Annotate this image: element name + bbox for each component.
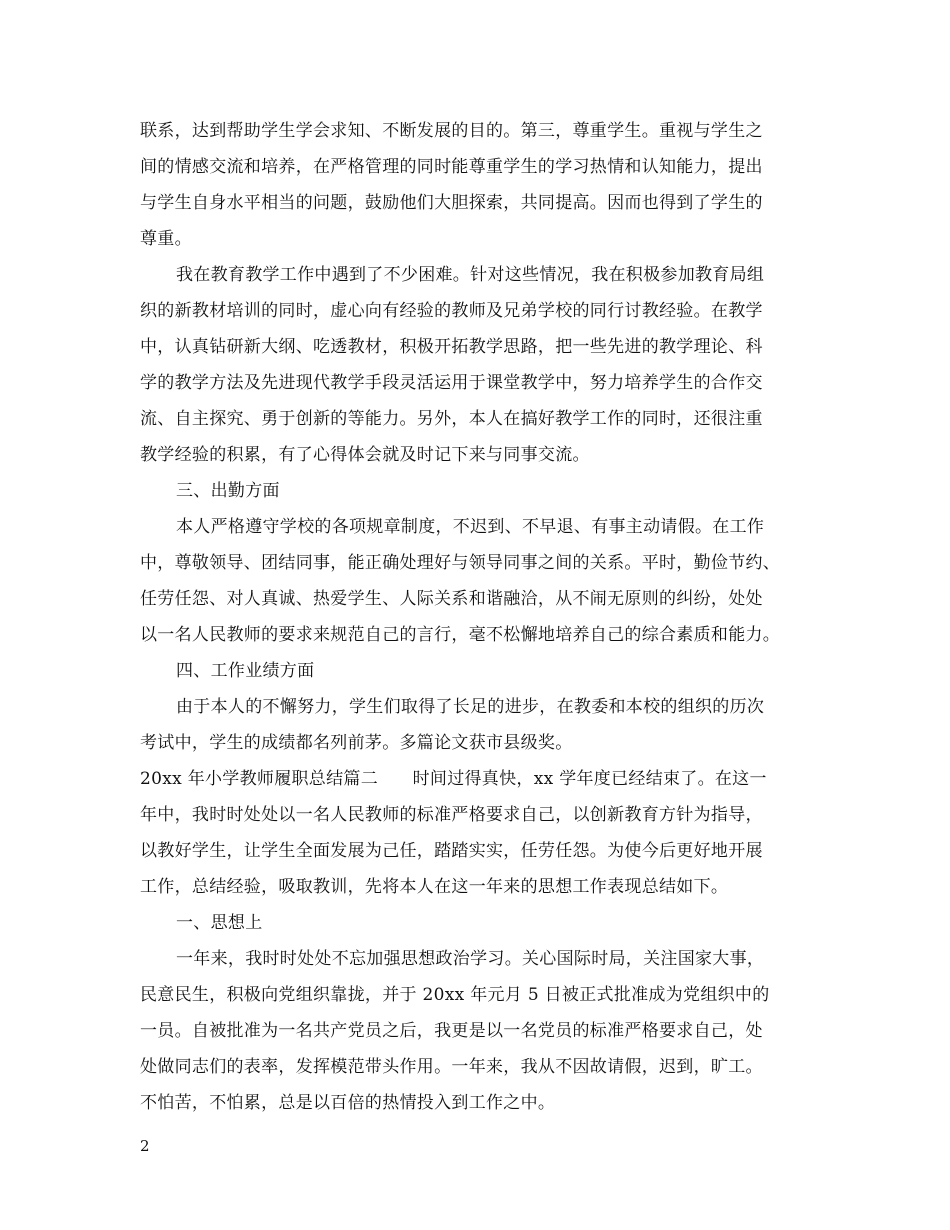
text-line: 尊重。 bbox=[140, 229, 192, 249]
text-line: 联系，达到帮助学生学会求知、不断发展的目的。第三，尊重学生。重视与学生之 bbox=[140, 121, 763, 141]
body-text bbox=[140, 113, 830, 1121]
text-line: 处做同志们的表率，发挥模范带头作用。一年来，我从不因故请假，迟到，旷工。 bbox=[140, 1057, 763, 1077]
text-line: 间的情感交流和培养，在严格管理的同时能尊重学生的学习热情和认知能力，提出 bbox=[140, 157, 763, 177]
text-line: 以教好学生，让学生全面发展为己任，踏踏实实，任劳任怨。为使今后更好地开展 bbox=[140, 841, 763, 861]
text-line: 任劳任怨、对人真诚、热爱学生、人际关系和谐融洽，从不闹无原则的纠纷，处处 bbox=[140, 589, 763, 609]
text-line: 年中，我时时处处以一名人民教师的标准严格要求自己，以创新教育方针为指导， bbox=[140, 805, 763, 825]
text-line: 我在教育教学工作中遇到了不少困难。针对这些情况，我在积极参加教育局组 bbox=[176, 265, 765, 285]
text-line: 学的教学方法及先进现代教学手段灵活运用于课堂教学中，努力培养学生的合作交 bbox=[140, 373, 763, 393]
text-line: 与学生自身水平相当的问题，鼓励他们大胆探索，共同提高。因而也得到了学生的 bbox=[140, 193, 763, 213]
text-line: 中，认真钻研新大纲、吃透教材，积极开拓教学思路，把一些先进的教学理论、科 bbox=[140, 337, 763, 357]
text-line: 织的新教材培训的同时，虚心向有经验的教师及兄弟学校的同行讨教经验。在教学 bbox=[140, 301, 763, 321]
page-number: 2 bbox=[140, 1137, 150, 1155]
text-line: 一、思想上 bbox=[176, 913, 263, 933]
text-line: 本人严格遵守学校的各项规章制度，不迟到、不早退、有事主动请假。在工作 bbox=[176, 517, 765, 537]
text-line: 四、工作业绩方面 bbox=[176, 661, 315, 681]
text-line: 20xx 年小学教师履职总结篇二 时间过得真快，xx 学年度已经结束了。在这一 bbox=[140, 769, 767, 789]
text-line: 工作，总结经验，吸取教训，先将本人在这一年来的思想工作表现总结如下。 bbox=[140, 877, 729, 897]
text-line: 一年来，我时时处处不忘加强思想政治学习。关心国际时局，关注国家大事， bbox=[176, 949, 765, 969]
text-line: 三、出勤方面 bbox=[176, 481, 280, 501]
text-line: 民意民生，积极向党组织靠拢，并于 20xx 年元月 5 日被正式批准成为党组织中的 bbox=[140, 985, 770, 1005]
text-line: 不怕苦，不怕累，总是以百倍的热情投入到工作之中。 bbox=[140, 1093, 556, 1113]
text-line: 教学经验的积累，有了心得体会就及时记下来与同事交流。 bbox=[140, 445, 590, 465]
text-line: 考试中，学生的成绩都名列前茅。多篇论文获市县级奖。 bbox=[140, 733, 573, 753]
text-line: 以一名人民教师的要求来规范自己的言行，毫不松懈地培养自己的综合素质和能力。 bbox=[140, 625, 781, 645]
text-line: 流、自主探究、勇于创新的等能力。另外，本人在搞好教学工作的同时，还很注重 bbox=[140, 409, 763, 429]
text-line: 由于本人的不懈努力，学生们取得了长足的进步，在教委和本校的组织的历次 bbox=[176, 697, 765, 717]
text-line: 中，尊敬领导、团结同事，能正确处理好与领导同事之间的关系。平时，勤俭节约、 bbox=[140, 553, 781, 573]
text-line: 一员。自被批准为一名共产党员之后，我更是以一名党员的标准严格要求自己，处 bbox=[140, 1021, 763, 1041]
